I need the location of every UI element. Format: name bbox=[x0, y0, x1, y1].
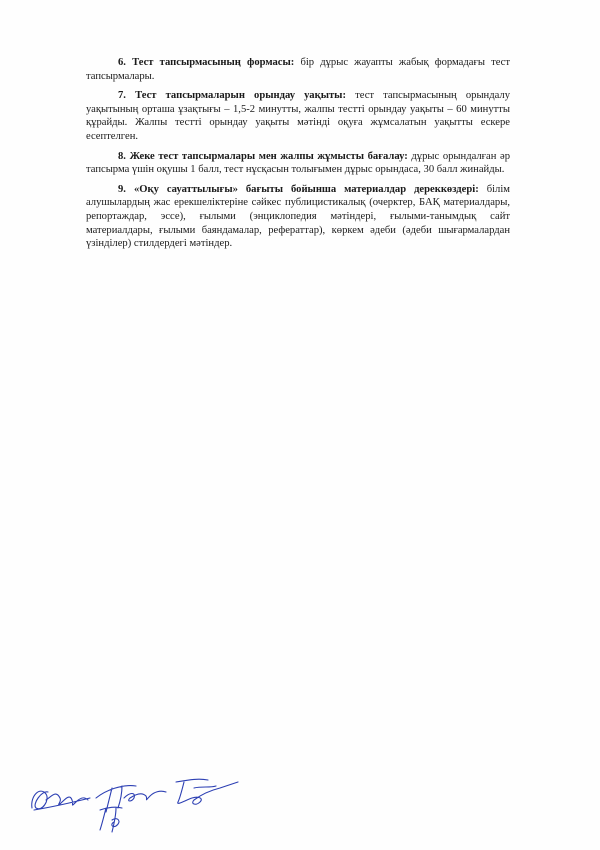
initials bbox=[100, 807, 122, 832]
paragraph-text: білім алушылардың жас ерекшеліктеріне сәйкес публицистикалық (очерктер, БАҚ материалдары, репортаждар, эссе), ғылыми (энциклопедия мәтіндері, ғылыми-танымдық сайт материалдары, ғылыми баяндамалар, рефераттар), көркем әдеби (әдеби шығармалардан үзінділер) стилдердегі мәтіндер. bbox=[86, 183, 510, 250]
paragraph-heading: Жеке тест тапсырмалары мен жалпы жұмысты бағалау: bbox=[129, 150, 408, 162]
paragraph-number: 9. bbox=[118, 183, 126, 195]
paragraph-heading: Тест тапсырмасының формасы: bbox=[132, 57, 295, 68]
paragraph-number: 7. bbox=[118, 90, 126, 102]
signature-2 bbox=[96, 786, 166, 812]
document-body bbox=[86, 56, 510, 257]
paragraph-text: дұрыс орындалған әр тапсырма үшін оқушы 1 балл, тест нұсқасын толығымен дұрыс орындаса, 30 балл жинайды. bbox=[86, 150, 510, 176]
paragraph-number: 6. bbox=[118, 57, 126, 68]
paragraph-text: тест тапсырмасының орындалу уақытының орташа ұзақтығы – 1,5-2 минутты, жалпы тестті орындау уақыты – 60 минутты құрайды. Жалпы тестті орындау уақыты мәтінді оқуға жұмсалатын уақытты ескере есептелген. bbox=[86, 90, 510, 142]
handwritten-signatures bbox=[26, 768, 286, 838]
paragraph-text: бір дұрыс жауапты жабық формадағы тест тапсырмалары. bbox=[86, 57, 511, 82]
paragraph-9 bbox=[86, 183, 510, 251]
paragraph-number: 8. bbox=[118, 150, 126, 162]
signature-3 bbox=[176, 779, 238, 804]
paragraph-8 bbox=[86, 150, 510, 177]
paragraph-heading: «Оқу сауаттылығы» бағыты бойынша материалдар дереккөздері: bbox=[133, 183, 479, 195]
paragraph-heading: Тест тапсырмаларын орындау уақыты: bbox=[135, 90, 346, 102]
signatures-block bbox=[26, 768, 286, 838]
signature-1 bbox=[32, 791, 90, 810]
paragraph-7 bbox=[86, 89, 510, 143]
paragraph-6 bbox=[86, 56, 510, 83]
